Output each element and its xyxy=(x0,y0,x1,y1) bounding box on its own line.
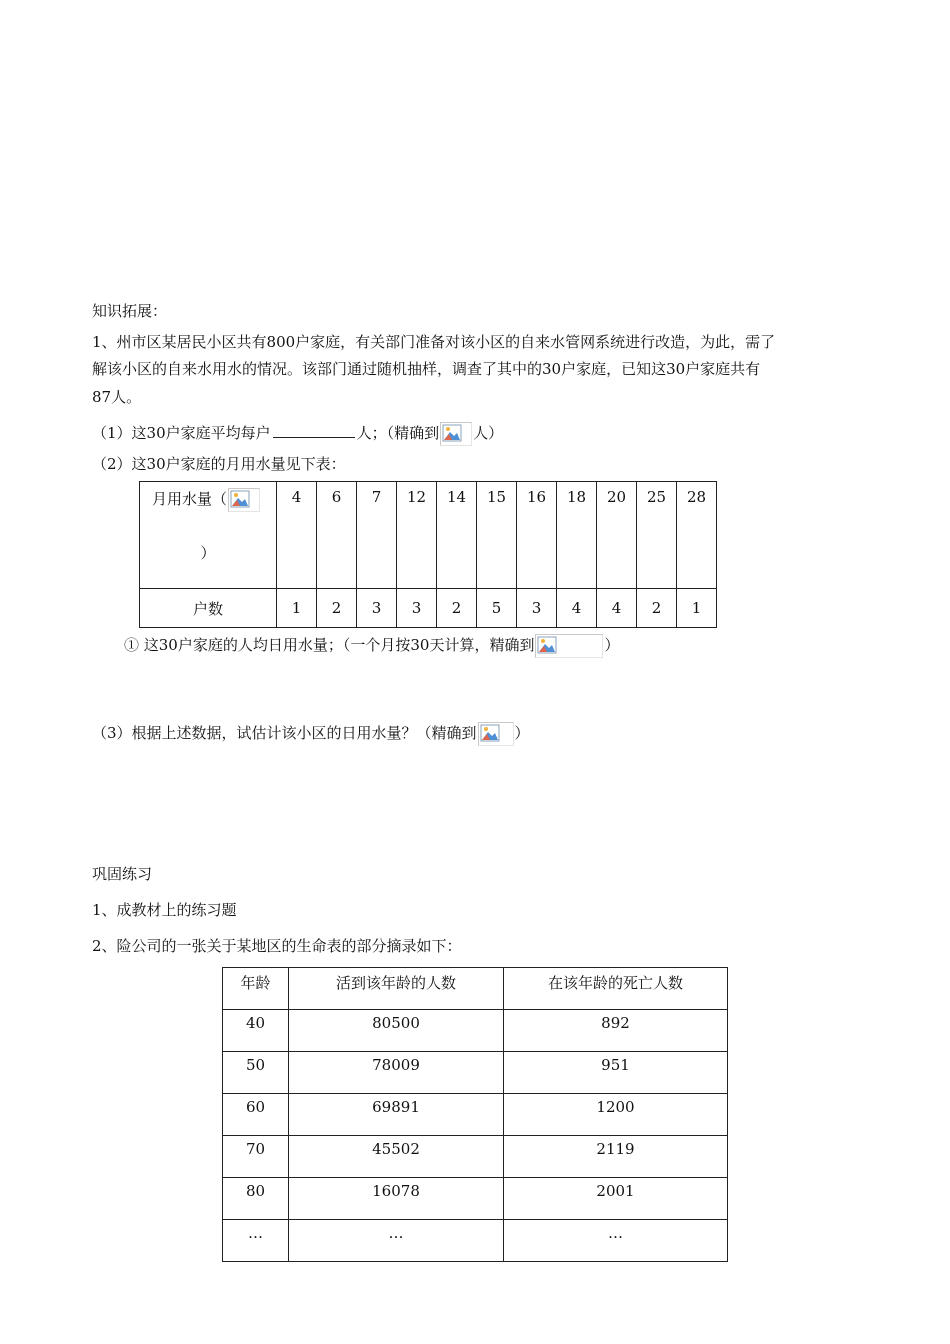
deaths-cell: 2001 xyxy=(504,1178,728,1220)
survivors-cell: … xyxy=(289,1220,504,1262)
survivors-cell: 16078 xyxy=(289,1178,504,1220)
survivors-cell: 80500 xyxy=(289,1010,504,1052)
column-header-survivors: 活到该年龄的人数 xyxy=(289,968,504,1010)
water-value-cell: 6 xyxy=(317,482,357,589)
age-cell: 50 xyxy=(223,1052,289,1094)
household-count-header: 户数 xyxy=(140,589,277,628)
survivors-cell: 78009 xyxy=(289,1052,504,1094)
age-cell: … xyxy=(223,1220,289,1262)
household-count-cell: 3 xyxy=(397,589,437,628)
problem1-line-3: 87人。 xyxy=(92,388,142,406)
broken-image-icon xyxy=(478,722,514,746)
water-value-cell: 28 xyxy=(677,482,717,589)
table-row xyxy=(140,482,717,589)
age-cell: 80 xyxy=(223,1178,289,1220)
question-1-prefix: （1）这30户家庭平均每户 xyxy=(92,424,271,442)
water-value-cell: 7 xyxy=(357,482,397,589)
section-heading-knowledge: 知识拓展： xyxy=(92,302,168,320)
water-usage-header-label: 月用水量（ xyxy=(152,490,228,508)
household-count-cell: 4 xyxy=(597,589,637,628)
age-cell: 60 xyxy=(223,1094,289,1136)
broken-image-icon xyxy=(228,488,260,512)
deaths-cell: 892 xyxy=(504,1010,728,1052)
water-value-cell: 18 xyxy=(557,482,597,589)
table-row xyxy=(223,1220,728,1262)
household-count-cell: 3 xyxy=(517,589,557,628)
question-1-middle: 人；（精确到 xyxy=(356,424,440,442)
deaths-cell: 2119 xyxy=(504,1136,728,1178)
water-usage-table xyxy=(139,481,717,628)
column-header-deaths: 在该年龄的死亡人数 xyxy=(504,968,728,1010)
household-count-cell: 4 xyxy=(557,589,597,628)
problem1-line-2: 解该小区的自来水用水的情况。该部门通过随机抽样，调查了其中的30户家庭，已知这30户家庭共有 xyxy=(92,360,761,378)
age-cell: 40 xyxy=(223,1010,289,1052)
sub-question-1-suffix: ） xyxy=(604,636,620,654)
sub-question-1 xyxy=(124,634,619,658)
life-table xyxy=(222,967,728,1262)
table-row xyxy=(140,589,717,628)
water-value-cell: 15 xyxy=(477,482,517,589)
column-header-age: 年龄 xyxy=(223,968,289,1010)
household-count-cell: 5 xyxy=(477,589,517,628)
sub-question-1-prefix: ① 这30户家庭的人均日用水量；（一个月按30天计算，精确到 xyxy=(124,636,535,654)
water-value-cell: 20 xyxy=(597,482,637,589)
water-value-cell: 12 xyxy=(397,482,437,589)
water-value-cell: 25 xyxy=(637,482,677,589)
section-heading-practice: 巩固练习 xyxy=(92,865,153,883)
water-value-cell: 4 xyxy=(277,482,317,589)
question-3 xyxy=(92,722,530,746)
deaths-cell: 1200 xyxy=(504,1094,728,1136)
survivors-cell: 69891 xyxy=(289,1094,504,1136)
practice-item-1: 1、成教材上的练习题 xyxy=(92,901,237,919)
deaths-cell: 951 xyxy=(504,1052,728,1094)
question-3-suffix: ） xyxy=(514,724,530,742)
table-row xyxy=(223,1010,728,1052)
question-1 xyxy=(92,422,503,446)
deaths-cell: … xyxy=(504,1220,728,1262)
household-count-cell: 1 xyxy=(277,589,317,628)
household-count-cell: 2 xyxy=(317,589,357,628)
table-row xyxy=(223,1052,728,1094)
survivors-cell: 45502 xyxy=(289,1136,504,1178)
practice-item-2: 2、险公司的一张关于某地区的生命表的部分摘录如下： xyxy=(92,937,462,955)
table-header-row xyxy=(223,968,728,1010)
household-count-cell: 3 xyxy=(357,589,397,628)
broken-image-icon xyxy=(535,634,603,658)
table-row xyxy=(223,1178,728,1220)
question-1-suffix: 人） xyxy=(473,424,504,442)
household-count-cell: 2 xyxy=(437,589,477,628)
problem1-line-1: 1、州市区某居民小区共有800户家庭，有关部门准备对该小区的自来水管网系统进行改造，为此，需了 xyxy=(92,333,776,351)
household-count-cell: 2 xyxy=(637,589,677,628)
age-cell: 70 xyxy=(223,1136,289,1178)
table-row xyxy=(223,1136,728,1178)
water-value-cell: 16 xyxy=(517,482,557,589)
water-value-cell: 14 xyxy=(437,482,477,589)
table-row xyxy=(223,1094,728,1136)
household-count-cell: 1 xyxy=(677,589,717,628)
question-3-prefix: （3）根据上述数据，试估计该小区的日用水量？（精确到 xyxy=(92,724,477,742)
water-usage-header-close: ） xyxy=(200,544,216,562)
answer-blank[interactable] xyxy=(273,423,355,438)
broken-image-icon xyxy=(440,422,472,446)
question-2: （2）这30户家庭的月用水量见下表： xyxy=(92,455,346,473)
water-usage-header-cell xyxy=(140,482,277,589)
